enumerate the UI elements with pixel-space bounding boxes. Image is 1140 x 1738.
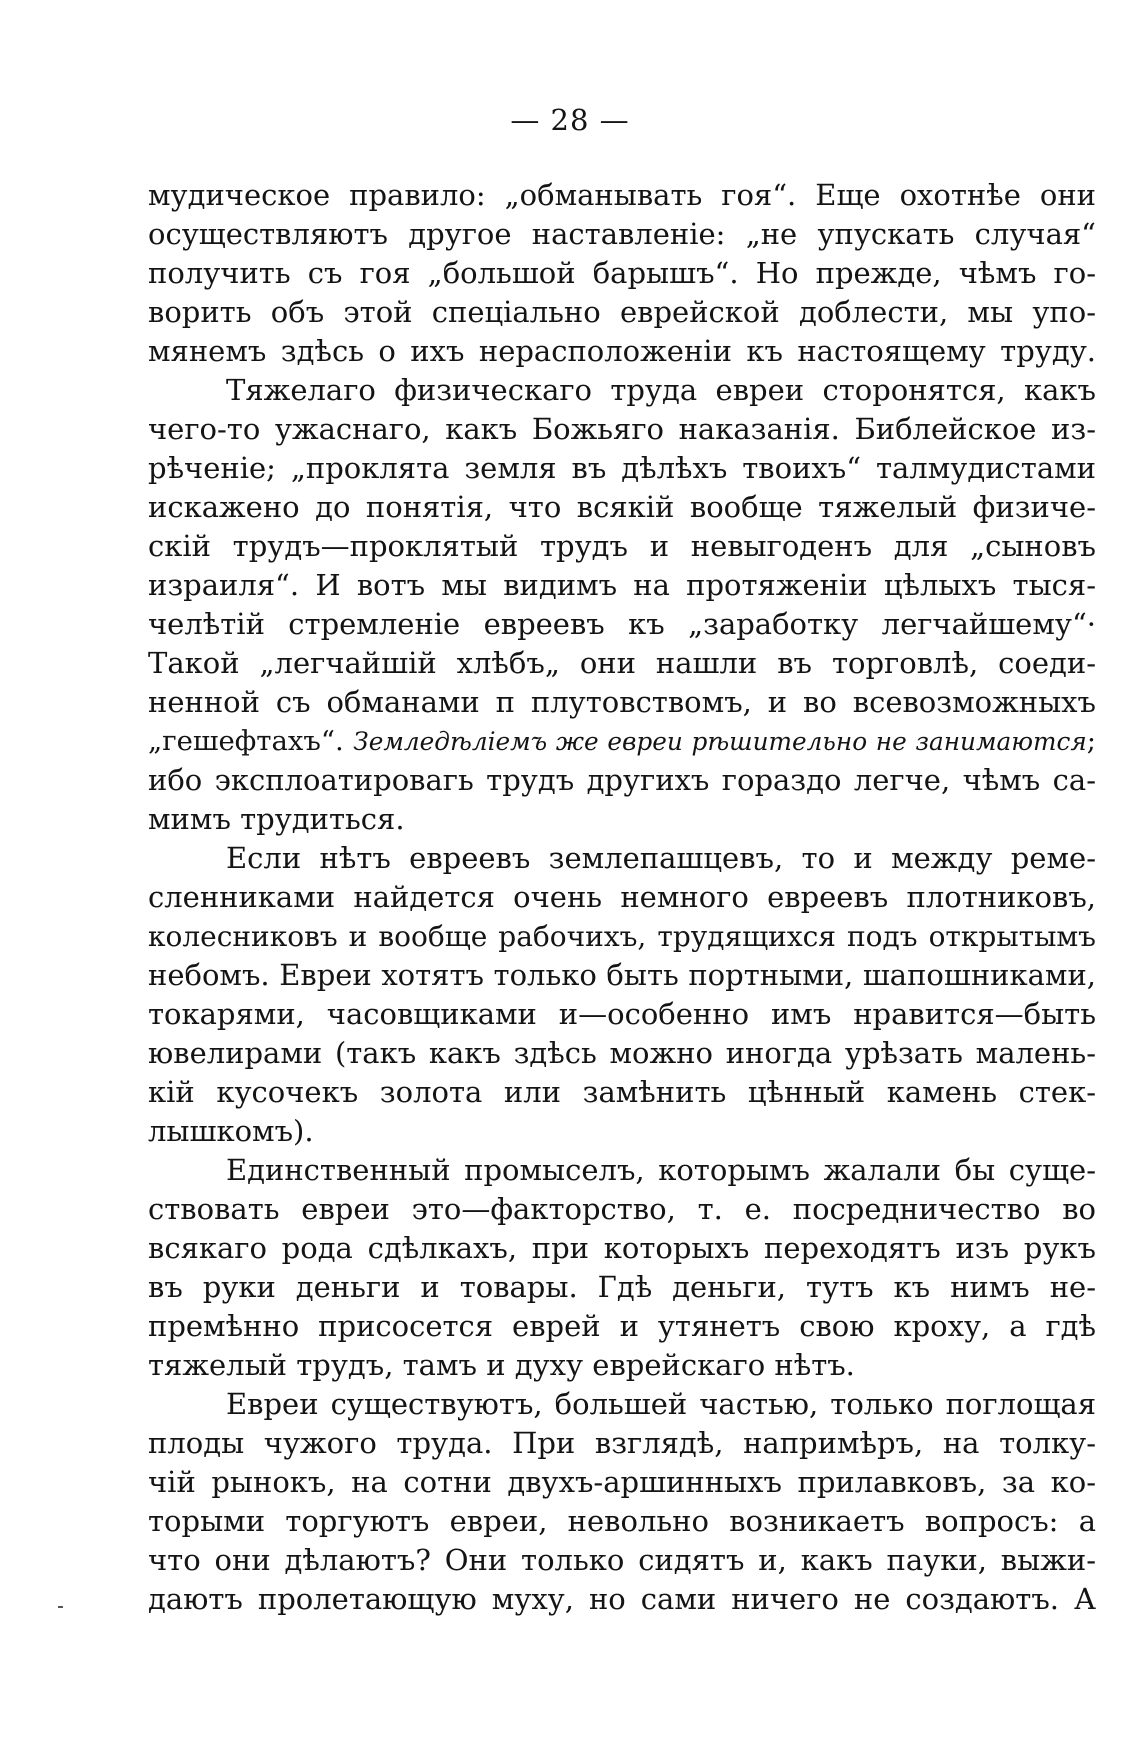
line-tail: ; <box>1086 725 1096 757</box>
text-line: сленниками найдется очень немного евреевъ плотниковъ, <box>148 880 1096 914</box>
text-line: что они дѣлаютъ? Они только сидятъ и, какъ пауки, выжи- <box>148 1543 1096 1577</box>
italic-segment: Земледѣліемъ же евреи рѣшительно не занимаются <box>353 727 1087 756</box>
text-line: чего-то ужаснаго, какъ Божьяго наказанія. Библейское из- <box>148 412 1096 446</box>
text-line: небомъ. Евреи хотятъ только быть портными, шапошниками, <box>148 958 1096 992</box>
text-line: Такой „легчайшій хлѣбъ„ они нашли въ торговлѣ, соеди- <box>148 646 1096 680</box>
text-line: скій трудъ—проклятый трудъ и невыгоденъ для „сыновъ <box>148 529 1096 563</box>
text-line: токарями, часовщиками и—особенно имъ нравится—быть <box>148 997 1096 1031</box>
text-line: торыми торгуютъ евреи, невольно возникаетъ вопросъ: а <box>148 1504 1096 1538</box>
text-line: челѣтій стремленіе евреевъ къ „заработку легчайшему“· <box>148 607 1096 641</box>
page-number: — 28 — <box>510 103 630 137</box>
text-line: плоды чужого труда. При взглядѣ, напримѣръ, на толку- <box>148 1426 1096 1460</box>
text-line: ювелирами (такъ какъ здѣсь можно иногда урѣзать малень- <box>148 1036 1096 1070</box>
text-line: рѣченіе; „проклята земля въ дѣлѣхъ твоихъ“ талмудистами <box>148 451 1096 485</box>
text-line: кій кусочекъ золота или замѣнить цѣнный камень стек- <box>148 1075 1096 1109</box>
text-line: искажено до понятія, что всякій вообще тяжелый физиче- <box>148 490 1096 524</box>
text-line: колесниковъ и вообще рабочихъ, трудящихся подъ открытымъ <box>148 920 1096 953</box>
text-line: ненной съ обманами п плутовствомъ, и во всевозможныхъ <box>148 685 1096 719</box>
body-text <box>148 176 1096 1619</box>
text-line: израиля“. И вотъ мы видимъ на протяженіи цѣлыхъ тыся- <box>148 568 1096 602</box>
text-line: мянемъ здѣсь о ихъ нерасположеніи къ настоящему труду. <box>148 334 1096 368</box>
text-line: всякаго рода сдѣлкахъ, при которыхъ переходятъ изъ рукъ <box>148 1231 1096 1265</box>
text-line: осуществляютъ другое наставленіе: „не упускать случая“ <box>148 217 1096 251</box>
print-speck <box>58 1606 63 1608</box>
roman-segment: „гешефтахъ“. <box>148 725 344 757</box>
paragraph-end-line: тяжелый трудъ, тамъ и духу еврейскаго нѣтъ. <box>148 1348 855 1382</box>
text-line: даютъ пролетающую муху, но сами ничего не создаютъ. А <box>148 1582 1096 1616</box>
text-line-with-italic <box>148 722 1096 761</box>
text-line: ворить объ этой спеціально еврейской доблести, мы упо- <box>148 295 1096 329</box>
text-line: ствовать евреи это—факторство, т. е. посредничество во <box>148 1192 1096 1226</box>
paragraph-start-line: Если нѣтъ евреевъ землепашцевъ, то и между реме- <box>226 841 1096 875</box>
text-line: получить съ гоя „большой барышъ“. Но прежде, чѣмъ го- <box>148 256 1096 290</box>
paragraph-end-line: лышкомъ). <box>148 1114 314 1148</box>
paragraph-start-line: Евреи существуютъ, большей частью, только поглощая <box>226 1387 1096 1421</box>
text-line: въ руки деньги и товары. Гдѣ деньги, тутъ къ нимъ не- <box>148 1270 1096 1304</box>
text-line: чій рынокъ, на сотни двухъ-аршинныхъ прилавковъ, за ко- <box>148 1465 1096 1499</box>
paragraph-start-line: Тяжелаго физическаго труда евреи сторонятся, какъ <box>226 373 1096 407</box>
paragraph-end-line: мимъ трудиться. <box>148 802 405 836</box>
paragraph-start-line: Единственный промыселъ, которымъ жалали бы суще- <box>226 1153 1096 1187</box>
text-line: мудическое правило: „обманывать гоя“. Еще охотнѣе они <box>148 178 1096 212</box>
text-line: ибо эксплоатировагь трудъ другихъ гораздо легче, чѣмъ са- <box>148 763 1096 797</box>
text-line: премѣнно присосется еврей и утянетъ свою кроху, а гдѣ <box>148 1309 1096 1343</box>
